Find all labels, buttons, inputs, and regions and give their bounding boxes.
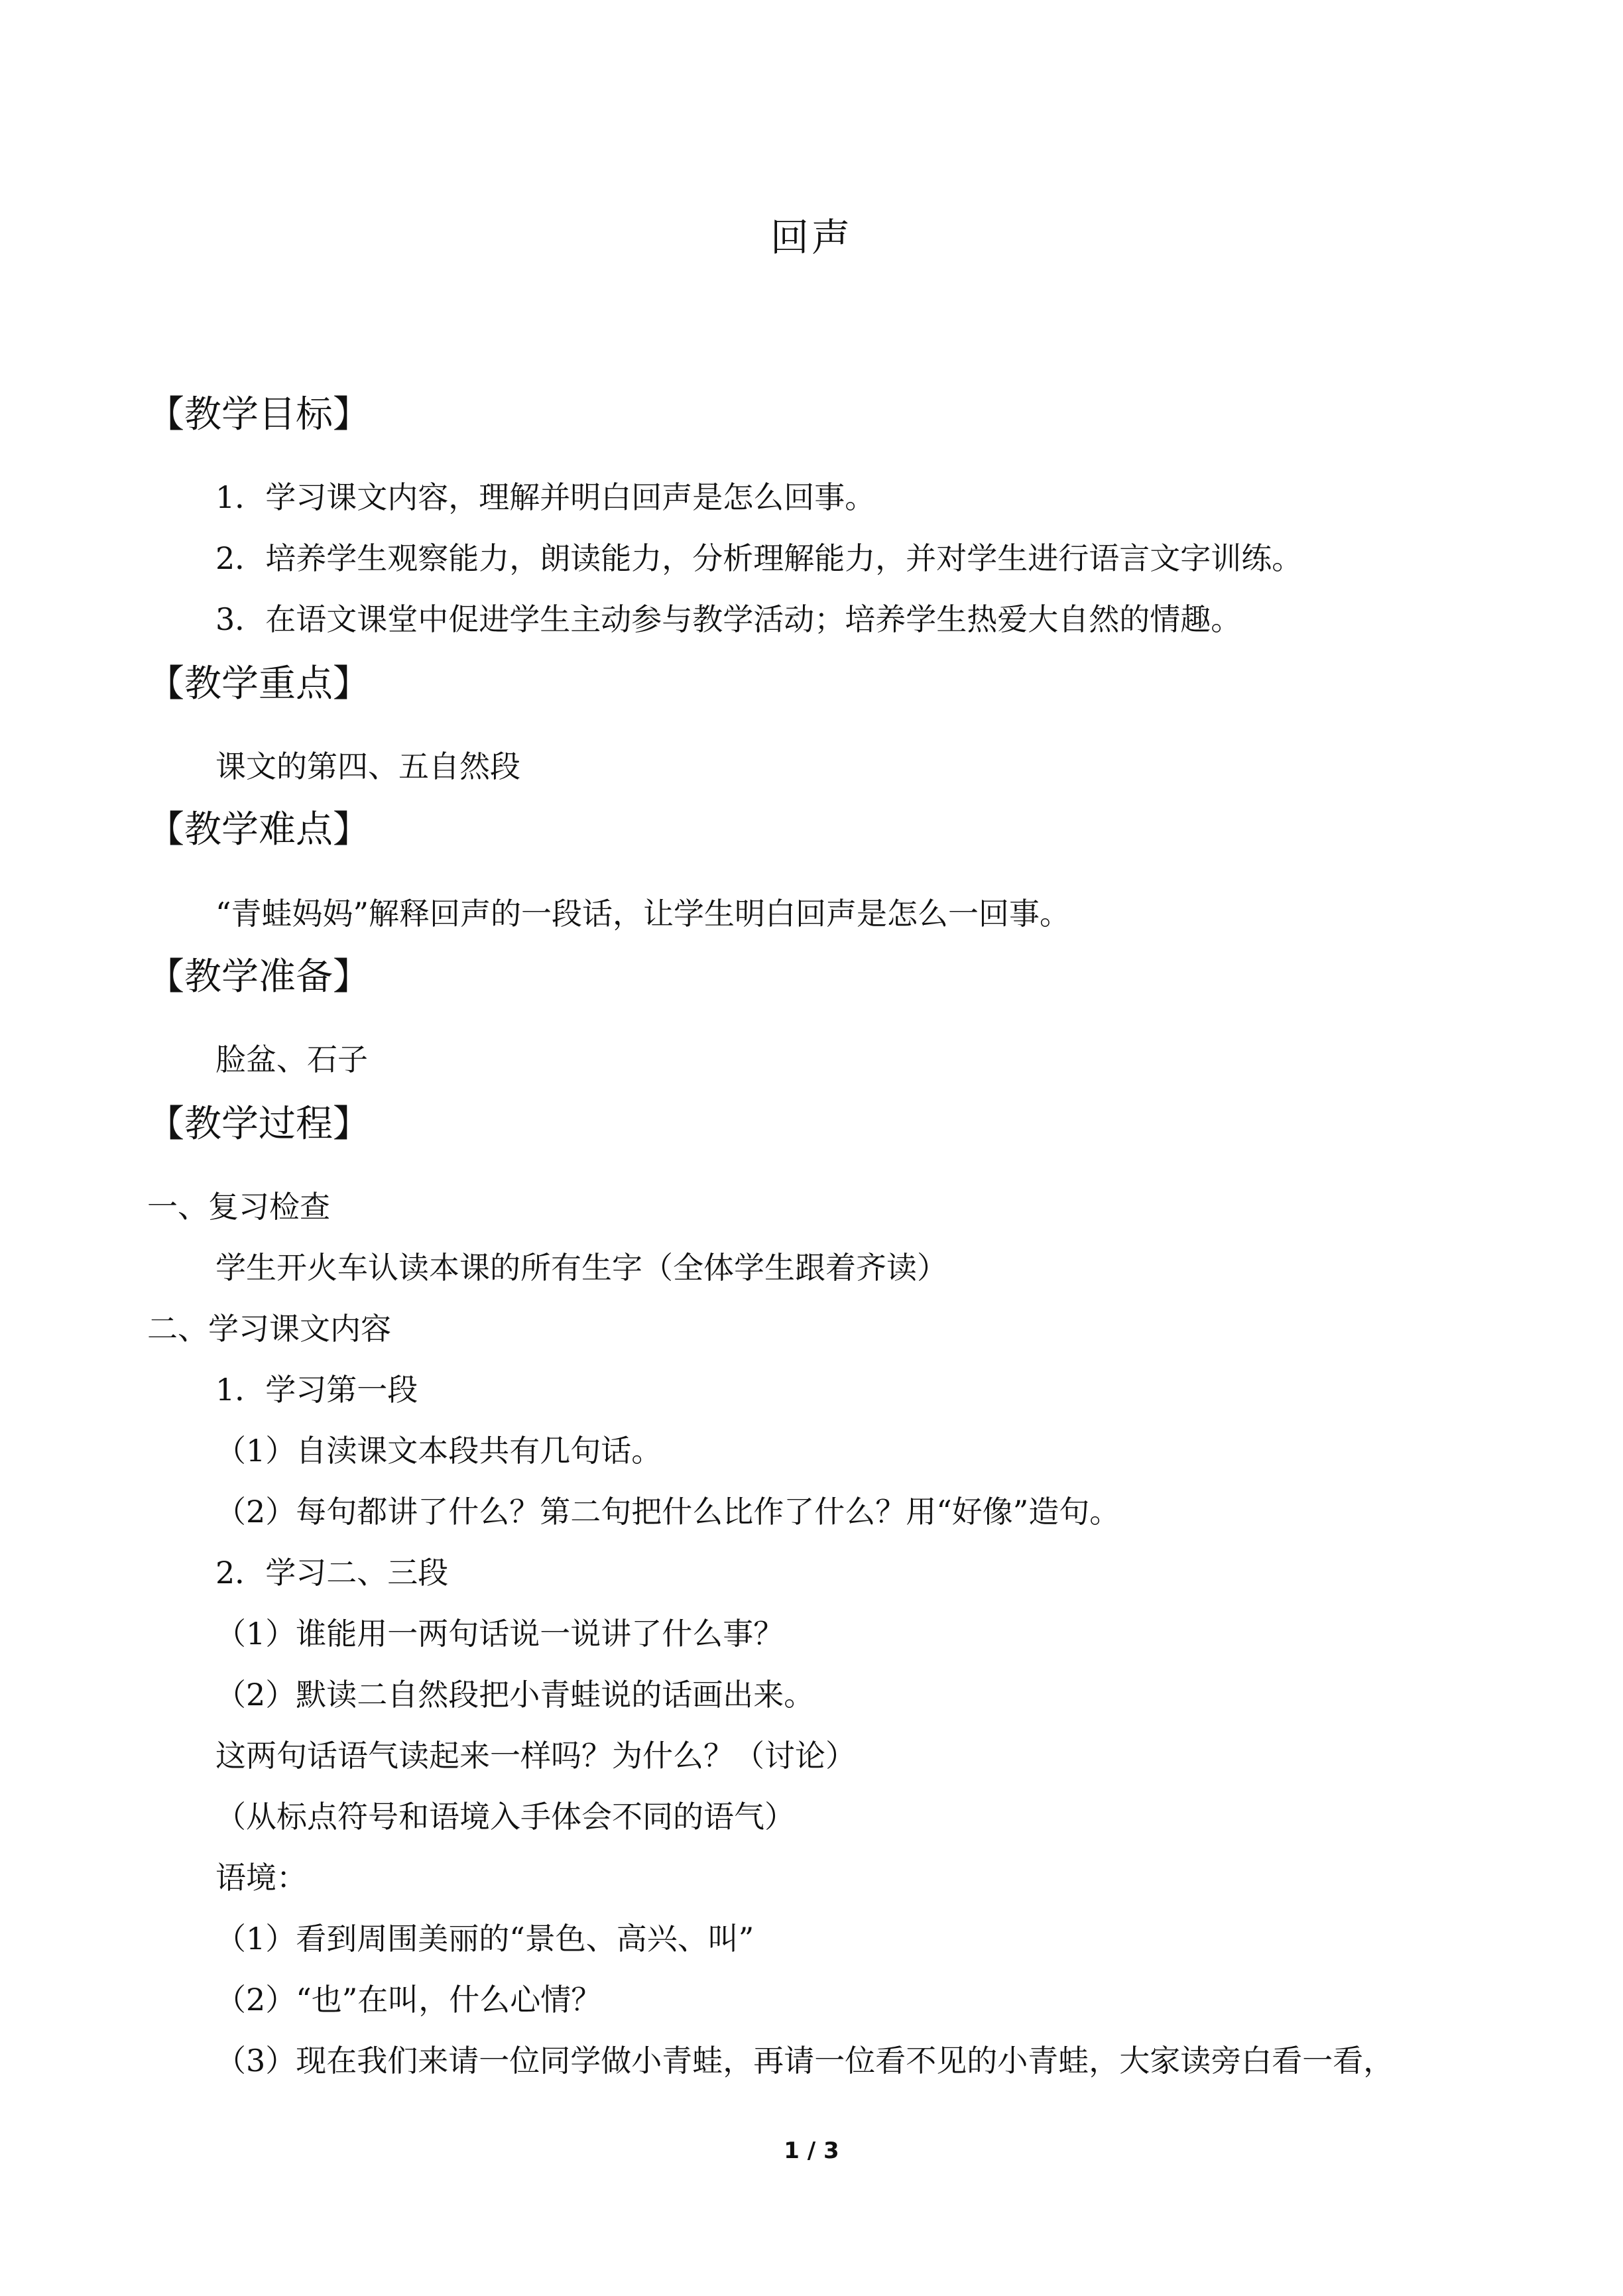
goal-item: 3．在语文课堂中促进学生主动参与教学活动；培养学生热爱大自然的情趣。 bbox=[215, 601, 1242, 637]
process-line: （1）看到周围美丽的“景色、高兴、叫” bbox=[215, 1921, 754, 1957]
process-line: 2．学习二、三段 bbox=[215, 1555, 449, 1591]
section-heading-process: 【教学过程】 bbox=[147, 1103, 370, 1146]
process-part-title: 一、复习检查 bbox=[147, 1189, 330, 1225]
section-heading-preparation: 【教学准备】 bbox=[147, 955, 370, 998]
goal-item: 1．学习课文内容，理解并明白回声是怎么回事。 bbox=[215, 479, 876, 515]
process-line: （2）每句都讲了什么？第二句把什么比作了什么？用“好像”造句。 bbox=[215, 1494, 1120, 1530]
page-number: 1 / 3 bbox=[784, 2138, 839, 2164]
process-line: 语境： bbox=[215, 1860, 307, 1896]
section-heading-key-points: 【教学重点】 bbox=[147, 662, 370, 705]
document-title: 回声 bbox=[770, 215, 853, 260]
preparation-text: 脸盆、石子 bbox=[215, 1042, 368, 1077]
process-line: 这两句话语气读起来一样吗？为什么？（讨论） bbox=[215, 1738, 856, 1774]
process-line: （2）默读二自然段把小青蛙说的话画出来。 bbox=[215, 1677, 815, 1713]
section-heading-difficulties: 【教学难点】 bbox=[147, 808, 370, 851]
process-line: （1）自渎课文本段共有几句话。 bbox=[215, 1433, 662, 1469]
process-part-title: 二、学习课文内容 bbox=[147, 1311, 391, 1347]
section-heading-goals: 【教学目标】 bbox=[147, 393, 370, 436]
difficulties-text: “青蛙妈妈”解释回声的一段话，让学生明白回声是怎么一回事。 bbox=[215, 896, 1071, 932]
process-text: 学生开火车认读本课的所有生字（全体学生跟着齐读） bbox=[215, 1250, 947, 1286]
process-line: （1）谁能用一两句话说一说讲了什么事？ bbox=[215, 1616, 784, 1652]
key-points-text: 课文的第四、五自然段 bbox=[215, 749, 520, 784]
process-line: （从标点符号和语境入手体会不同的语气） bbox=[215, 1799, 795, 1835]
process-line: （2）“也”在叫，什么心情？ bbox=[215, 1982, 602, 2018]
goal-item: 2．培养学生观察能力，朗读能力，分析理解能力，并对学生进行语言文字训练。 bbox=[215, 540, 1303, 576]
process-line: 1．学习第一段 bbox=[215, 1372, 418, 1408]
process-line: （3）现在我们来请一位同学做小青蛙，再请一位看不见的小青蛙，大家读旁白看一看， bbox=[215, 2043, 1394, 2079]
